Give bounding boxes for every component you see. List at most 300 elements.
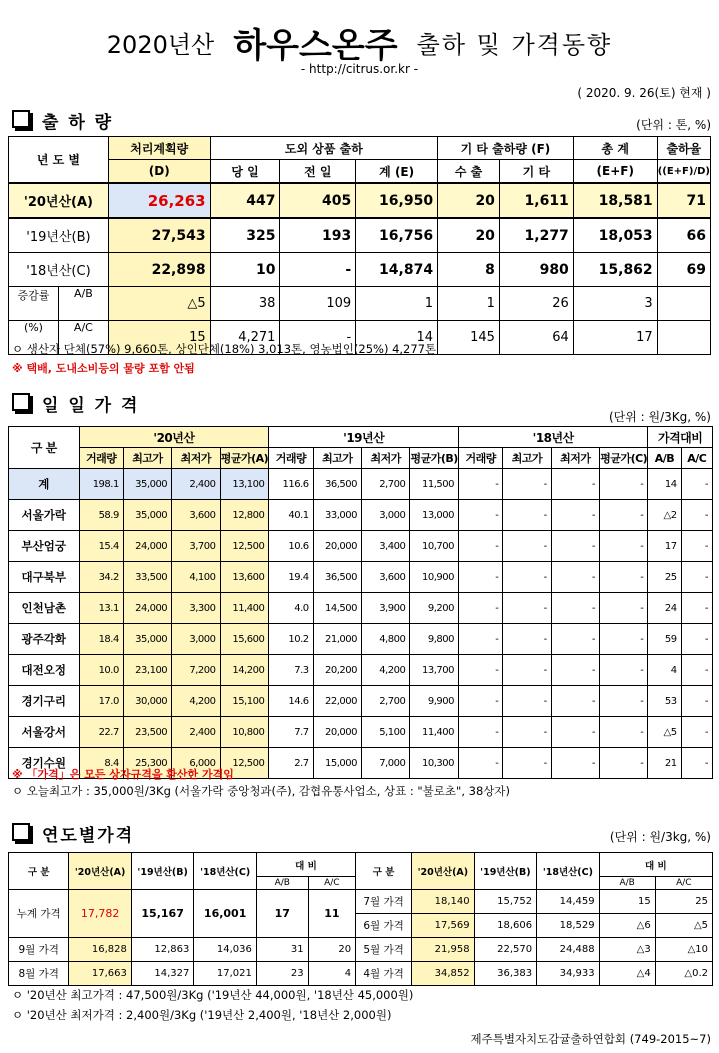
cell-ab: 23: [256, 962, 308, 986]
cell-etc: 64: [499, 321, 573, 355]
cell-y19: 15,752: [474, 890, 537, 914]
cell-total: 3: [573, 287, 657, 321]
table-row: [9, 624, 713, 655]
cell-ab: 31: [256, 938, 308, 962]
cell-plan: 26,263: [108, 183, 210, 218]
price-cell: -: [551, 562, 599, 593]
hdr-y20: '20년산: [79, 427, 269, 448]
cell-ac: △10: [655, 938, 712, 962]
price-cell: 33,500: [123, 562, 171, 593]
cell-total: 18,053: [573, 218, 657, 253]
price-cell: 11,400: [220, 593, 269, 624]
price-cell: 14,200: [220, 655, 269, 686]
cell-y18: 24,488: [537, 938, 600, 962]
price-cell: -: [681, 593, 712, 624]
price-cell: 23,100: [123, 655, 171, 686]
price-cell: 53: [648, 686, 681, 717]
row-label: 누계 가격: [9, 890, 69, 938]
price-cell: 3,900: [361, 593, 409, 624]
hdr-y19-right: '19년산(B): [474, 853, 537, 890]
price-cell: 13,700: [410, 655, 459, 686]
price-cell: 14: [648, 469, 681, 500]
price-cell: 36,500: [313, 562, 361, 593]
cell-today: 10: [210, 253, 280, 287]
price-cell: -: [503, 686, 551, 717]
row-label: '19년산(B): [9, 218, 109, 253]
cell-today: 447: [210, 183, 280, 218]
price-cell: 35,000: [123, 469, 171, 500]
cell-export: 20: [438, 218, 500, 253]
cell-y19: 36,383: [474, 962, 537, 986]
hdr-compare-left: 대 비: [256, 853, 355, 877]
cell-rate: 71: [657, 183, 710, 218]
row-label: 부산엄궁: [9, 531, 80, 562]
row-label: 대전오정: [9, 655, 80, 686]
price-cell: -: [459, 748, 503, 779]
title-prefix: 2020년산: [106, 31, 215, 59]
report-date: ( 2020. 9. 26(토) 현재 ): [577, 86, 711, 100]
cell-y20: 17,663: [69, 962, 132, 986]
price-cell: -: [681, 655, 712, 686]
cell-y20: 17,782: [69, 890, 132, 938]
table-row: [9, 890, 713, 914]
row-label: 대구북부: [9, 562, 80, 593]
hdr-total: 총 계: [573, 137, 657, 160]
price-cell: 20,000: [313, 531, 361, 562]
row-label: 계: [9, 469, 80, 500]
price-cell: 15,100: [220, 686, 269, 717]
cell-plan: 22,898: [108, 253, 210, 287]
note-season-max: ㅇ '20년산 최고가격 : 47,500원/3Kg ('19년산 44,000원, '18년산 45,000원): [12, 988, 414, 1002]
price-cell: -: [459, 531, 503, 562]
table-row: [9, 686, 713, 717]
cell-etc: 1,277: [499, 218, 573, 253]
hdr-ac-left: A/C: [308, 877, 355, 890]
table-row: [9, 531, 713, 562]
row-label: 7월 가격: [356, 890, 412, 914]
section-box-icon: [12, 823, 30, 841]
hdr-y18-left: '18년산(C): [194, 853, 257, 890]
diff-label-cell: [9, 287, 109, 321]
table-row: [9, 218, 711, 253]
row-label: 인천남촌: [9, 593, 80, 624]
price-cell: 17.0: [79, 686, 123, 717]
price-cell: -: [681, 469, 712, 500]
price-cell: 7,200: [172, 655, 220, 686]
cell-y20: 21,958: [412, 938, 475, 962]
row-label: 서울가락: [9, 500, 80, 531]
cell-y20: 34,852: [412, 962, 475, 986]
yearly-price-table: [8, 852, 713, 986]
price-cell: 2,400: [172, 717, 220, 748]
price-cell: 13,600: [220, 562, 269, 593]
diff-k-ac: A/C: [58, 321, 108, 354]
hdr-sub-col: A/C: [681, 448, 712, 469]
cell-ac: 20: [308, 938, 355, 962]
title-brand: 하우스온주: [233, 26, 398, 66]
cell-sum: 16,950: [356, 183, 438, 218]
row-label: 서울강서: [9, 717, 80, 748]
unit-daily-price: (단위 : 원/3Kg, %): [608, 410, 711, 424]
hdr-sub-col: 최고가: [313, 448, 361, 469]
price-cell: 14.6: [269, 686, 313, 717]
price-cell: -: [503, 717, 551, 748]
row-label: 6월 가격: [356, 914, 412, 938]
cell-ab: 15: [599, 890, 655, 914]
table-row: [9, 253, 711, 287]
hdr-sub-col: 거래량: [269, 448, 313, 469]
cell-sum: 14: [356, 321, 438, 355]
table-row: [9, 593, 713, 624]
section-title-daily-price: 일 일 가 격: [42, 396, 140, 416]
cell-ac: 25: [655, 890, 712, 914]
row-label: 경기수원: [9, 748, 80, 779]
price-cell: -: [681, 686, 712, 717]
price-cell: 15,600: [220, 624, 269, 655]
row-label: 5월 가격: [356, 938, 412, 962]
price-cell: -: [459, 469, 503, 500]
diff-label: 증감률: [17, 289, 50, 302]
cell-total: 18,581: [573, 183, 657, 218]
price-cell: 20,000: [313, 717, 361, 748]
price-cell: 14,500: [313, 593, 361, 624]
diff-unit: (%): [23, 321, 43, 334]
hdr-rate: 출하율: [657, 137, 710, 160]
price-cell: -: [503, 655, 551, 686]
price-cell: -: [551, 686, 599, 717]
cell-prev: 109: [280, 287, 356, 321]
price-cell: 24: [648, 593, 681, 624]
price-cell: -: [551, 624, 599, 655]
cell-plan: △5: [108, 287, 210, 321]
hdr-domestic: 도외 상품 출하: [210, 137, 437, 160]
price-cell: -: [600, 531, 648, 562]
hdr-gubun: 구 분: [9, 427, 80, 469]
price-cell: -: [503, 562, 551, 593]
price-cell: -: [681, 500, 712, 531]
cell-y20: 16,828: [69, 938, 132, 962]
table-row: [9, 562, 713, 593]
price-cell: 24,000: [123, 531, 171, 562]
price-cell: 58.9: [79, 500, 123, 531]
price-cell: -: [503, 500, 551, 531]
cell-today: 38: [210, 287, 280, 321]
price-cell: -: [459, 500, 503, 531]
price-cell: -: [600, 655, 648, 686]
note-producers: ㅇ 생산자 단체(57%) 9,660톤, 상인단체(18%) 3,013톤, 영농법인(25%) 4,277톤: [12, 342, 437, 356]
section-box-icon: [12, 393, 30, 411]
price-cell: 17: [648, 531, 681, 562]
hdr-year: 년 도 별: [9, 137, 109, 184]
price-cell: 25: [648, 562, 681, 593]
page-title: [0, 18, 719, 67]
table-row: [9, 500, 713, 531]
row-label: 광주각화: [9, 624, 80, 655]
cell-y18: 16,001: [194, 890, 257, 938]
price-cell: 19.4: [269, 562, 313, 593]
hdr-sub-col: 평균가(A): [220, 448, 269, 469]
price-cell: 30,000: [123, 686, 171, 717]
cell-today: 325: [210, 218, 280, 253]
cell-ac: 11: [308, 890, 355, 938]
price-cell: 5,100: [361, 717, 409, 748]
price-cell: 4.0: [269, 593, 313, 624]
cell-prev: 193: [280, 218, 356, 253]
price-cell: -: [459, 717, 503, 748]
cell-y19: 14,327: [131, 962, 194, 986]
price-cell: 4,200: [361, 655, 409, 686]
row-label: 4월 가격: [356, 962, 412, 986]
cell-sum: 1: [356, 287, 438, 321]
price-cell: 2,400: [172, 469, 220, 500]
price-cell: 7.7: [269, 717, 313, 748]
cell-y19: 12,863: [131, 938, 194, 962]
hdr-sub-col: 최저가: [361, 448, 409, 469]
price-cell: -: [551, 500, 599, 531]
price-cell: -: [600, 624, 648, 655]
price-cell: 40.1: [269, 500, 313, 531]
unit-shipment: (단위 : 톤, %): [636, 118, 711, 132]
cell-y18: 14,036: [194, 938, 257, 962]
price-cell: 3,000: [361, 500, 409, 531]
hdr-plan-d: (D): [108, 160, 210, 184]
price-cell: -: [551, 469, 599, 500]
price-cell: -: [681, 717, 712, 748]
row-label: '20년산(A): [9, 183, 109, 218]
table-row: [9, 717, 713, 748]
price-cell: 3,700: [172, 531, 220, 562]
cell-etc: 1,611: [499, 183, 573, 218]
hdr-prev: 전 일: [280, 160, 356, 184]
price-cell: 33,000: [313, 500, 361, 531]
price-cell: 34.2: [79, 562, 123, 593]
cell-total: 17: [573, 321, 657, 355]
price-cell: 36,500: [313, 469, 361, 500]
price-cell: -: [681, 562, 712, 593]
hdr-sub-col: 최고가: [503, 448, 551, 469]
price-cell: 21,000: [313, 624, 361, 655]
price-cell: -: [681, 624, 712, 655]
cell-y19: 18,606: [474, 914, 537, 938]
price-cell: 18.4: [79, 624, 123, 655]
hdr-sub-col: 최저가: [172, 448, 220, 469]
price-cell: 2,700: [361, 686, 409, 717]
hdr-y20-right: '20년산(A): [412, 853, 475, 890]
price-cell: 12,500: [220, 748, 269, 779]
cell-plan: 27,543: [108, 218, 210, 253]
price-cell: -: [551, 593, 599, 624]
diff-k-ab: A/B: [58, 287, 108, 320]
price-cell: 3,300: [172, 593, 220, 624]
row-label: 8월 가격: [9, 962, 69, 986]
cell-export: 20: [438, 183, 500, 218]
hdr-rate-formula: ((E+F)/D): [657, 160, 710, 184]
cell-plan: 15: [108, 321, 210, 355]
hdr-compare: 가격대비: [648, 427, 713, 448]
cell-rate: 66: [657, 218, 710, 253]
price-cell: 35,000: [123, 500, 171, 531]
cell-rate: 69: [657, 253, 710, 287]
price-cell: 2.7: [269, 748, 313, 779]
price-cell: 24,000: [123, 593, 171, 624]
hdr-sub-col: 거래량: [459, 448, 503, 469]
price-cell: -: [681, 531, 712, 562]
note-excluded: ※ 택배, 도내소비등의 물량 포함 안됨: [12, 362, 195, 375]
hdr-sub-col: 평균가(C): [600, 448, 648, 469]
price-cell: 59: [648, 624, 681, 655]
cell-prev: 405: [280, 183, 356, 218]
hdr-ab-right: A/B: [599, 877, 655, 890]
table-row: [9, 469, 713, 500]
cell-today: 4,271: [210, 321, 280, 355]
cell-y19: 15,167: [131, 890, 194, 938]
section-title-shipment: 출 하 량: [42, 113, 114, 133]
hdr-ab-left: A/B: [256, 877, 308, 890]
cell-y20: 18,140: [412, 890, 475, 914]
price-cell: -: [600, 717, 648, 748]
price-cell: 11,500: [410, 469, 459, 500]
row-label: 9월 가격: [9, 938, 69, 962]
price-cell: -: [600, 500, 648, 531]
cell-ab: △6: [599, 914, 655, 938]
price-cell: -: [503, 593, 551, 624]
price-cell: 10.0: [79, 655, 123, 686]
hdr-other: 기 타 출하량 (F): [438, 137, 574, 160]
hdr-sub-col: 거래량: [79, 448, 123, 469]
table-row: [9, 287, 711, 321]
price-cell: 12,800: [220, 500, 269, 531]
price-cell: 4: [648, 655, 681, 686]
cell-etc: 980: [499, 253, 573, 287]
hdr-sub-col: 최고가: [123, 448, 171, 469]
price-cell: 23,500: [123, 717, 171, 748]
price-cell: 3,000: [172, 624, 220, 655]
unit-yearly-price: (단위 : 원/3kg, %): [609, 830, 711, 844]
price-cell: -: [459, 655, 503, 686]
hdr-y18: '18년산: [459, 427, 648, 448]
cell-ac: △0.2: [655, 962, 712, 986]
price-cell: 10.2: [269, 624, 313, 655]
hdr-gubun-right: 구 분: [356, 853, 412, 890]
price-cell: 9,200: [410, 593, 459, 624]
price-cell: 3,600: [361, 562, 409, 593]
daily-price-table: [8, 426, 713, 779]
title-suffix: 출하 및 가격동향: [416, 31, 613, 59]
hdr-sub-col: 평균가(B): [410, 448, 459, 469]
hdr-y20-left: '20년산(A): [69, 853, 132, 890]
table-row: [9, 655, 713, 686]
price-cell: -: [503, 748, 551, 779]
price-cell: 4,100: [172, 562, 220, 593]
cell-y18: 34,933: [537, 962, 600, 986]
hdr-y18-right: '18년산(C): [537, 853, 600, 890]
price-cell: 4,800: [361, 624, 409, 655]
price-cell: -: [551, 531, 599, 562]
price-cell: -: [600, 593, 648, 624]
cell-etc: 26: [499, 287, 573, 321]
price-cell: 9,900: [410, 686, 459, 717]
price-cell: -: [503, 469, 551, 500]
price-cell: -: [503, 531, 551, 562]
cell-y19: 22,570: [474, 938, 537, 962]
price-cell: 15.4: [79, 531, 123, 562]
price-cell: -: [600, 562, 648, 593]
price-cell: 6,000: [172, 748, 220, 779]
price-cell: -: [459, 593, 503, 624]
price-cell: -: [681, 748, 712, 779]
price-cell: 13,100: [220, 469, 269, 500]
price-cell: 20,200: [313, 655, 361, 686]
cell-export: 8: [438, 253, 500, 287]
site-url: - http://citrus.or.kr -: [300, 62, 419, 76]
price-cell: -: [600, 686, 648, 717]
price-cell: 4,200: [172, 686, 220, 717]
table-row: [9, 962, 713, 986]
price-cell: 198.1: [79, 469, 123, 500]
section-box-icon: [12, 110, 30, 128]
price-cell: 15,000: [313, 748, 361, 779]
hdr-gubun-left: 구 분: [9, 853, 69, 890]
table-row: [9, 183, 711, 218]
price-cell: -: [600, 748, 648, 779]
table-row: [9, 938, 713, 962]
hdr-sub-col: A/B: [648, 448, 681, 469]
cell-ab: △4: [599, 962, 655, 986]
cell-export: 1: [438, 287, 500, 321]
cell-total: 15,862: [573, 253, 657, 287]
price-cell: 8.4: [79, 748, 123, 779]
note-price-def: ※ 「가격」은 모든 상자규격을 환산한 가격임: [12, 768, 234, 781]
price-cell: 12,500: [220, 531, 269, 562]
price-cell: 13.1: [79, 593, 123, 624]
cell-prev: -: [280, 321, 356, 355]
price-cell: 22,000: [313, 686, 361, 717]
shipment-table: [8, 136, 711, 355]
cell-export: 145: [438, 321, 500, 355]
price-cell: 9,800: [410, 624, 459, 655]
price-cell: △5: [648, 717, 681, 748]
note-season-min: ㅇ '20년산 최저가격 : 2,400원/3Kg ('19년산 2,400원, '18년산 2,000원): [12, 1008, 392, 1022]
hdr-export: 수 출: [438, 160, 500, 184]
price-cell: 10.6: [269, 531, 313, 562]
hdr-sum: 계 (E): [356, 160, 438, 184]
cell-y18: 18,529: [537, 914, 600, 938]
footer-org: 제주특별자치도감귤출하연합회 (749-2015~7): [470, 1032, 711, 1046]
price-cell: 10,900: [410, 562, 459, 593]
price-cell: 11,400: [410, 717, 459, 748]
cell-ac: 4: [308, 962, 355, 986]
hdr-plan: 처리계획량: [108, 137, 210, 160]
cell-sum: 16,756: [356, 218, 438, 253]
price-cell: △2: [648, 500, 681, 531]
hdr-total-ef: (E+F): [573, 160, 657, 184]
price-cell: 116.6: [269, 469, 313, 500]
cell-ab: △3: [599, 938, 655, 962]
price-cell: 35,000: [123, 624, 171, 655]
cell-sum: 14,874: [356, 253, 438, 287]
price-cell: -: [459, 686, 503, 717]
price-cell: -: [503, 624, 551, 655]
price-cell: 3,600: [172, 500, 220, 531]
hdr-y19-left: '19년산(B): [131, 853, 194, 890]
price-cell: 2,700: [361, 469, 409, 500]
price-cell: 3,400: [361, 531, 409, 562]
row-label: '18년산(C): [9, 253, 109, 287]
price-cell: 13,000: [410, 500, 459, 531]
cell-y20: 17,569: [412, 914, 475, 938]
hdr-compare-right: 대 비: [599, 853, 712, 877]
price-cell: 7.3: [269, 655, 313, 686]
